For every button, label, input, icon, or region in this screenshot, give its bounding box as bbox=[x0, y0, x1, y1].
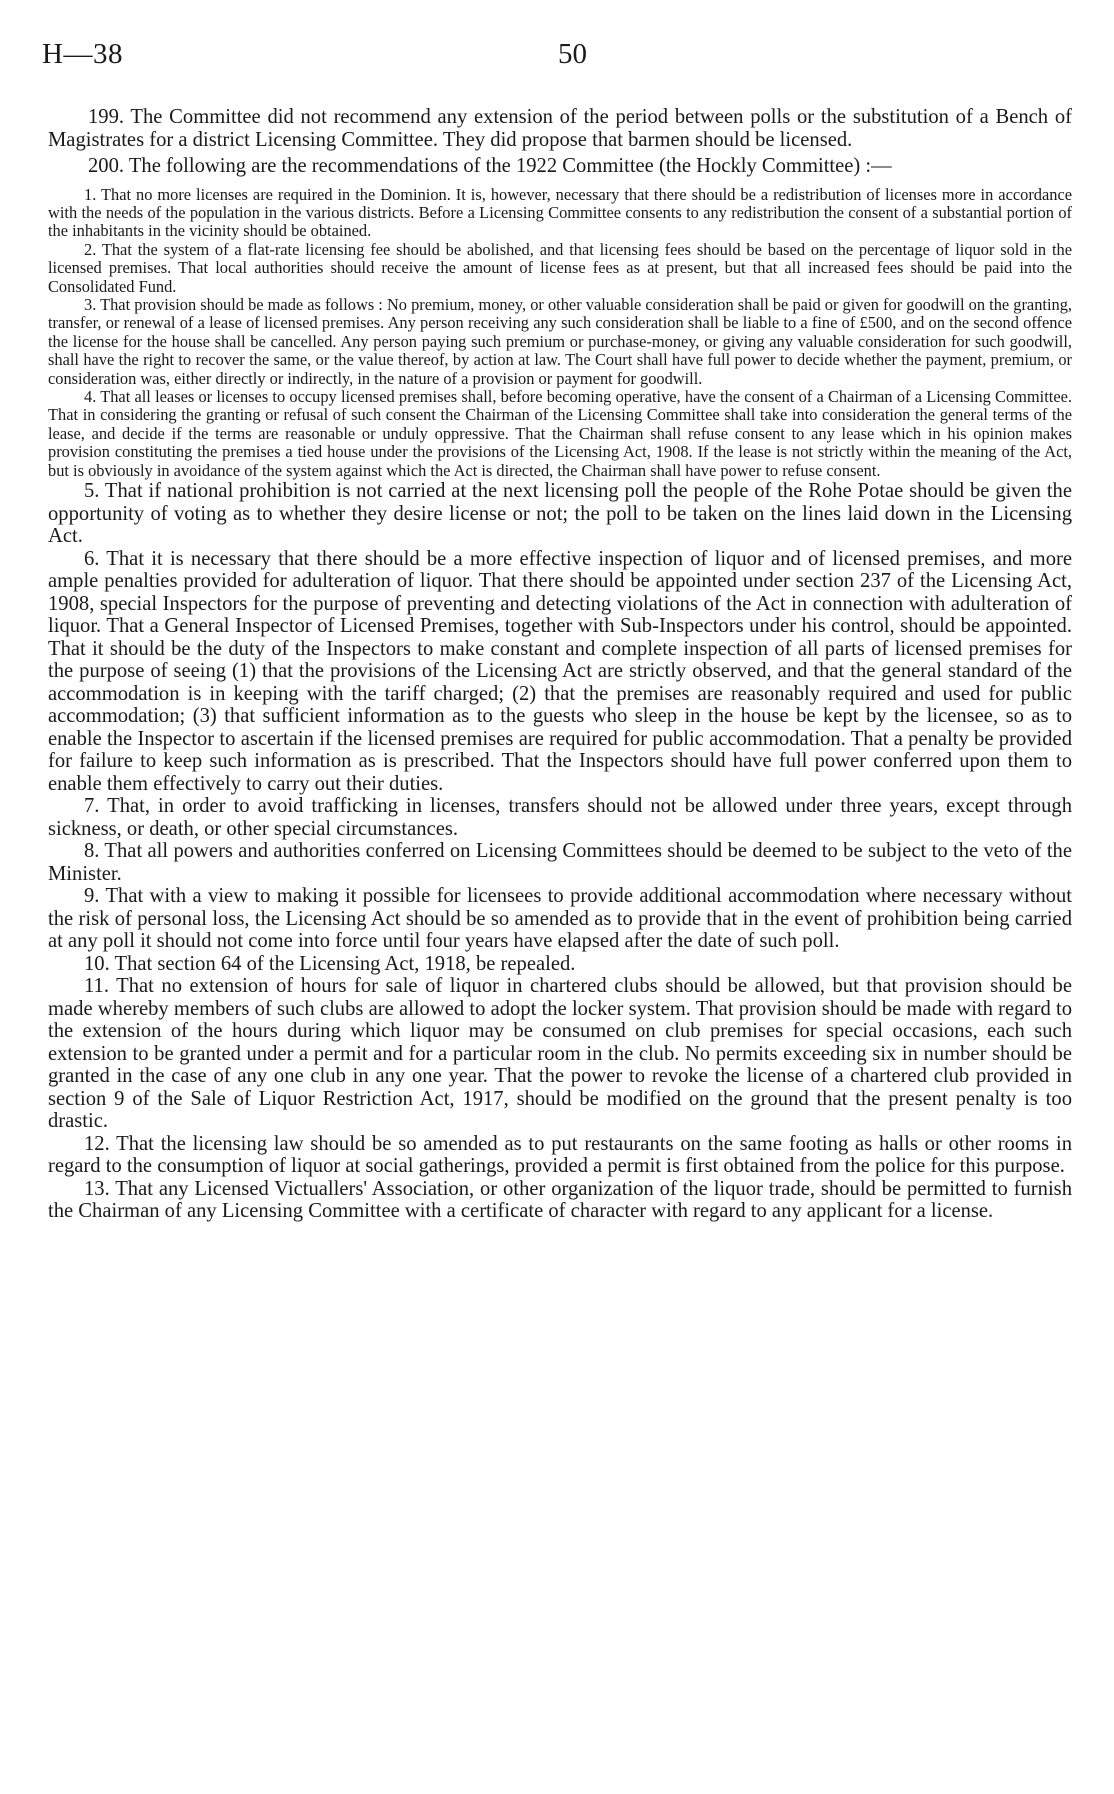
document-body bbox=[48, 106, 1072, 1223]
recommendation-8: 8. That all powers and authorities conferred on Licensing Committees should be deemed to be subject to the veto of the Minister. bbox=[48, 840, 1072, 885]
recommendation-11: 11. That no extension of hours for sale of liquor in chartered clubs should be allowed, but that provision should be made whereby members of such clubs are allowed to adopt the locker system. That provision should be made with regard to the extension of the hours during which liquor may be consumed on club premises for special occasions, each such extension to be granted under a permit and for a particular room in the club. No permits exceeding six in number should be granted in the case of any one club in any one year. That the power to revoke the license of a chartered club provided in section 9 of the Sale of Liquor Restriction Act, 1917, should be modified on the ground that the present penalty is too drastic. bbox=[48, 975, 1072, 1132]
recommendation-3: 3. That provision should be made as follows : No premium, money, or other valuable consideration shall be paid or given for goodwill on the granting, transfer, or renewal of a lease of licensed premises. Any person receiving any such consideration shall be liable to a fine of £500, and on the second offence the license for the house shall be cancelled. Any person paying such premium or purchase-money, or giving any valuable consideration for such goodwill, shall have the right to recover the same, or the value thereof, by action at law. The Court shall have full power to decide whether the payment, premium, or consideration was, either directly or indirectly, in the nature of a provision or payment for goodwill. bbox=[48, 294, 1072, 388]
recommendation-10: 10. That section 64 of the Licensing Act, 1918, be repealed. bbox=[84, 952, 576, 975]
recommendation-12: 12. That the licensing law should be so amended as to put restaurants on the same footing as halls or other rooms in regard to the consumption of liquor at social gatherings, provided a permit is first obtained from the police for this purpose. bbox=[48, 1132, 1072, 1177]
recommendation-5: 5. That if national prohibition is not carried at the next licensing poll the people of the Rohe Potae should be given the opportunity of voting as to whether they desire license or not; the poll to be taken on the lines laid down in the Licensing Act. bbox=[48, 480, 1072, 547]
recommendation-9: 9. That with a view to making it possible for licensees to provide additional accommodation where necessary without the risk of personal loss, the Licensing Act should be so amended as to provide that in the event of prohibition being carried at any poll it should not come into force until four years have elapsed after the date of such poll. bbox=[48, 885, 1072, 952]
paragraph-200: 200. The following are the recommendations of the 1922 Committee (the Hockly Committee) :— bbox=[88, 155, 892, 177]
document-identifier: H—38 bbox=[42, 38, 123, 70]
page-header bbox=[42, 38, 1072, 78]
paragraph-199: 199. The Committee did not recommend any extension of the period between polls or the substitution of a Bench of Magistrates for a district Licensing Committee. They did propose that barmen should be licensed. bbox=[48, 106, 1072, 151]
page-number: 50 bbox=[558, 38, 587, 70]
recommendation-6: 6. That it is necessary that there should be a more effective inspection of liquor and of licensed premises, and more ample penalties provided for adulteration of liquor. That there should be appointed under section 237 of the Licensing Act, 1908, special Inspectors for the purpose of preventing and detecting violations of the Act in connection with adulteration of liquor. That a General Inspector of Licensed Premises, together with Sub-Inspectors under his control, should be appointed. That it should be the duty of the Inspectors to make constant and complete inspection of all parts of licensed premises for the purpose of seeing (1) that the provisions of the Licensing Act are strictly observed, and that the general standard of the accommodation is in keeping with the tariff charged; (2) that the premises are reasonably required and used for public accommodation; (3) that sufficient information as to the guests who sleep in the house be kept by the licensee, so as to enable the Inspector to ascertain if the licensed premises are required for public accommodation. That a penalty be provided for failure to keep such information as is prescribed. That the Inspectors should have full power conferred upon them to enable them effectively to carry out their duties. bbox=[48, 547, 1072, 795]
recommendation-2: 2. That the system of a flat-rate licensing fee should be abolished, and that licensing fees should be based on the percentage of liquor sold in the licensed premises. That local authorities should receive the amount of license fees as at present, but that all increased fees should be paid into the Consolidated Fund. bbox=[48, 239, 1072, 296]
recommendation-list bbox=[48, 186, 1072, 1223]
recommendation-13: 13. That any Licensed Victuallers' Association, or other organization of the liquor trade, should be permitted to furnish the Chairman of any Licensing Committee with a certificate of character with regard to any applicant for a license. bbox=[48, 1177, 1072, 1222]
recommendation-4: 4. That all leases or licenses to occupy licensed premises shall, before becoming operative, have the consent of a Chairman of a Licensing Committee. That in considering the granting or refusal of such consent the Chairman of the Licensing Committee shall take into consideration the general terms of the lease, and decide if the terms are reasonable or unduly oppressive. That the Chairman shall refuse consent to any lease which in his opinion makes provision constituting the premises a tied house under the provisions of the Licensing Act, 1908. If the lease is not strictly within the meaning of the Act, but is obviously in avoidance of the system against which the Act is directed, the Chairman shall have power to refuse consent. bbox=[48, 386, 1072, 480]
recommendation-7: 7. That, in order to avoid trafficking in licenses, transfers should not be allowed under three years, except through sickness, or death, or other special circumstances. bbox=[48, 795, 1072, 840]
recommendation-1: 1. That no more licenses are required in the Dominion. It is, however, necessary that there should be a redistribution of licenses more in accordance with the needs of the population in the various districts. Before a Licensing Committee consents to any redistribution the consent of a substantial portion of the inhabitants in the vicinity should be obtained. bbox=[48, 184, 1072, 241]
